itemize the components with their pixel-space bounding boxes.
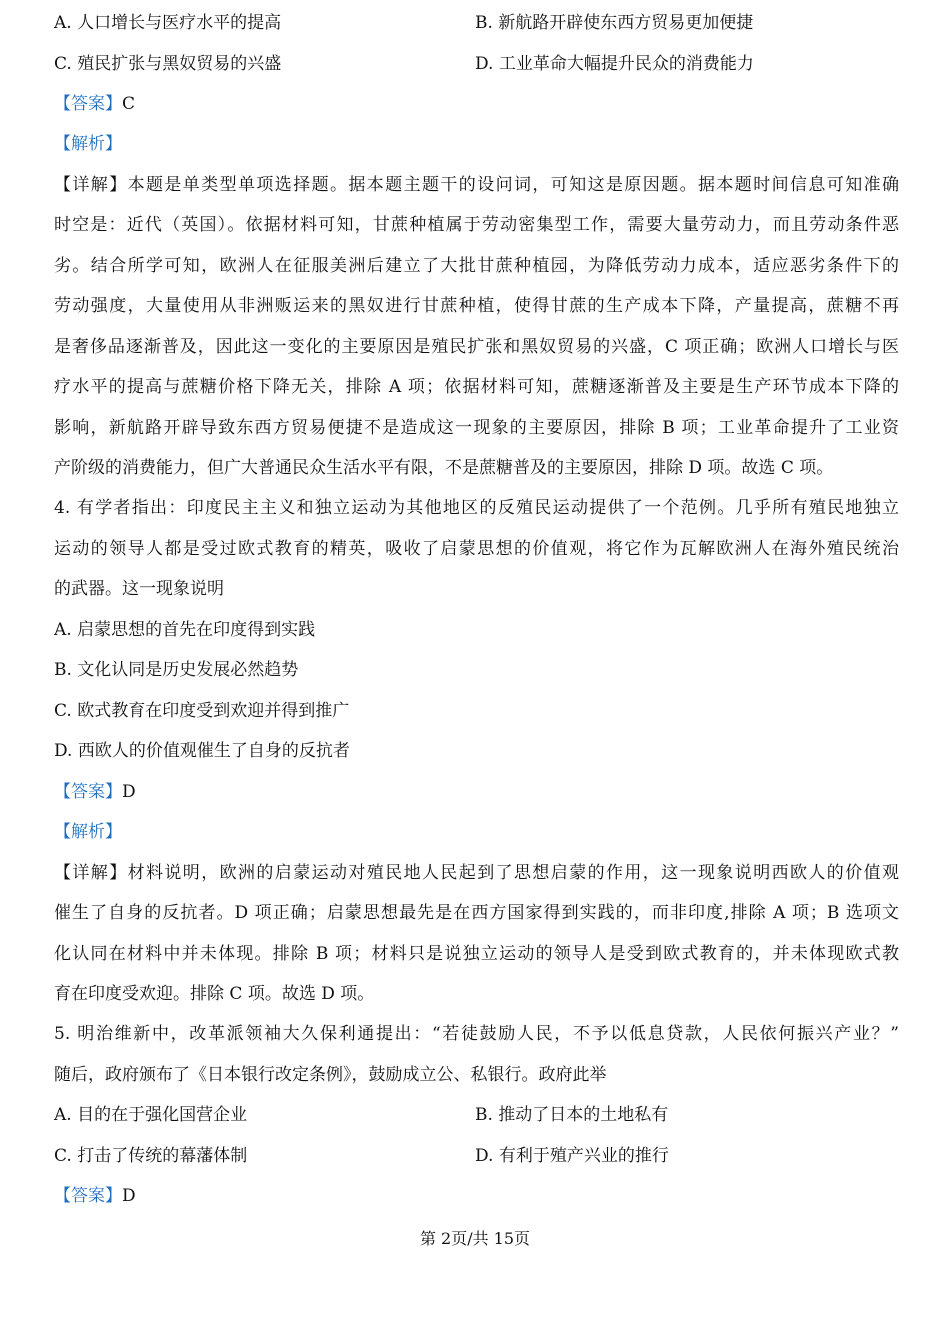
q5-option-a: A. 目的在于强化国营企业 bbox=[54, 1105, 248, 1125]
q4-detail-line: 【详解】材料说明，欧洲的启蒙运动对殖民地人民起到了思想启蒙的作用，这一现象说明西欧人的价值观 bbox=[54, 863, 900, 883]
q5-option-c: C. 打击了传统的幕藩体制 bbox=[54, 1146, 248, 1166]
q3-detail-line: 劣。结合所学可知，欧洲人在征服美洲后建立了大批甘蔗种植园，为降低劳动力成本，适应恶劣条件下的 bbox=[54, 256, 899, 276]
q3-detail-line: 是奢侈品逐渐普及，因此这一变化的主要原因是殖民扩张和黑奴贸易的兴盛，C 项正确；欧洲人口增长与医 bbox=[54, 337, 899, 357]
q3-detail-line: 劳动强度，大量使用从非洲贩运来的黑奴进行甘蔗种植，使得甘蔗的生产成本下降，产量提高，蔗糖不再 bbox=[54, 296, 899, 316]
q3-answer-value: C bbox=[122, 94, 136, 114]
q5-stem-line: 随后，政府颁布了《日本银行改定条例》，鼓励成立公、私银行。政府此举 bbox=[54, 1065, 607, 1085]
q4-analysis-label: 【解析】 bbox=[54, 822, 122, 842]
q3-answer-line bbox=[54, 93, 899, 115]
q4-option-c: C. 欧式教育在印度受到欢迎并得到推广 bbox=[54, 701, 350, 721]
q4-stem-line: 运动的领导人都是受过欧式教育的精英，吸收了启蒙思想的价值观，将它作为瓦解欧洲人在海外殖民统治 bbox=[54, 539, 899, 559]
q5-option-d: D. 有利于殖产兴业的推行 bbox=[475, 1146, 669, 1166]
q4-stem-line: 的武器。这一现象说明 bbox=[54, 579, 224, 599]
q5-stem-line: 5. 明治维新中，改革派领袖大久保利通提出：“若徒鼓励人民，不予以低息贷款，人民依何振兴产业？” bbox=[54, 1024, 899, 1044]
q4-stem-line: 4. 有学者指出：印度民主主义和独立运动为其他地区的反殖民运动提供了一个范例。几乎所有殖民地独立 bbox=[54, 498, 899, 518]
answer-label: 【答案】 bbox=[54, 782, 122, 802]
q3-analysis-label: 【解析】 bbox=[54, 134, 122, 154]
q4-answer-value: D bbox=[122, 782, 136, 802]
q4-detail-line: 育在印度受欢迎。排除 C 项。故选 D 项。 bbox=[54, 984, 375, 1004]
answer-label: 【答案】 bbox=[54, 1186, 122, 1206]
answer-label: 【答案】 bbox=[54, 94, 122, 114]
q5-option-b: B. 推动了日本的土地私有 bbox=[475, 1105, 669, 1125]
page-footer: 第 2页/共 15页 bbox=[419, 1229, 531, 1248]
q3-option-b: B. 新航路开辟使东西方贸易更加便捷 bbox=[475, 13, 754, 33]
q4-answer-line bbox=[54, 781, 899, 803]
q3-detail-line: 时空是：近代（英国）。依据材料可知，甘蔗种植属于劳动密集型工作，需要大量劳动力，而且劳动条件恶 bbox=[54, 215, 899, 235]
q4-option-b: B. 文化认同是历史发展必然趋势 bbox=[54, 660, 299, 680]
detail-label: 【详解】 bbox=[54, 175, 128, 195]
q3-detail-line: 【详解】本题是单类型单项选择题。据本题主题干的设问词，可知这是原因题。据本题时间信息可知准确 bbox=[54, 175, 900, 195]
q5-answer-value: D bbox=[122, 1186, 136, 1206]
detail-label: 【详解】 bbox=[54, 863, 128, 883]
q3-detail-line: 产阶级的消费能力，但广大普通民众生活水平有限，不是蔗糖普及的主要原因，排除 D 项。故选 C 项。 bbox=[54, 458, 834, 478]
q4-option-d: D. 西欧人的价值观催生了自身的反抗者 bbox=[54, 741, 350, 761]
q3-option-a: A. 人口增长与医疗水平的提高 bbox=[54, 13, 282, 33]
q3-detail-line: 影响，新航路开辟导致东西方贸易便捷不是造成这一现象的主要原因，排除 B 项；工业革命提升了工业资 bbox=[54, 418, 899, 438]
q4-detail-line: 催生了自身的反抗者。D 项正确；启蒙思想最先是在西方国家得到实践的，而非印度,排除 A 项；B 选项文 bbox=[54, 903, 899, 923]
q4-option-a: A. 启蒙思想的首先在印度得到实践 bbox=[54, 620, 316, 640]
q3-option-d: D. 工业革命大幅提升民众的消费能力 bbox=[475, 54, 754, 74]
q3-option-c: C. 殖民扩张与黑奴贸易的兴盛 bbox=[54, 54, 282, 74]
q4-detail-line: 化认同在材料中并未体现。排除 B 项；材料只是说独立运动的领导人是受到欧式教育的，并未体现欧式教 bbox=[54, 944, 899, 964]
q5-answer-line bbox=[54, 1185, 899, 1207]
q3-detail-line: 疗水平的提高与蔗糖价格下降无关，排除 A 项；依据材料可知，蔗糖逐渐普及主要是生产环节成本下降的 bbox=[54, 377, 899, 397]
